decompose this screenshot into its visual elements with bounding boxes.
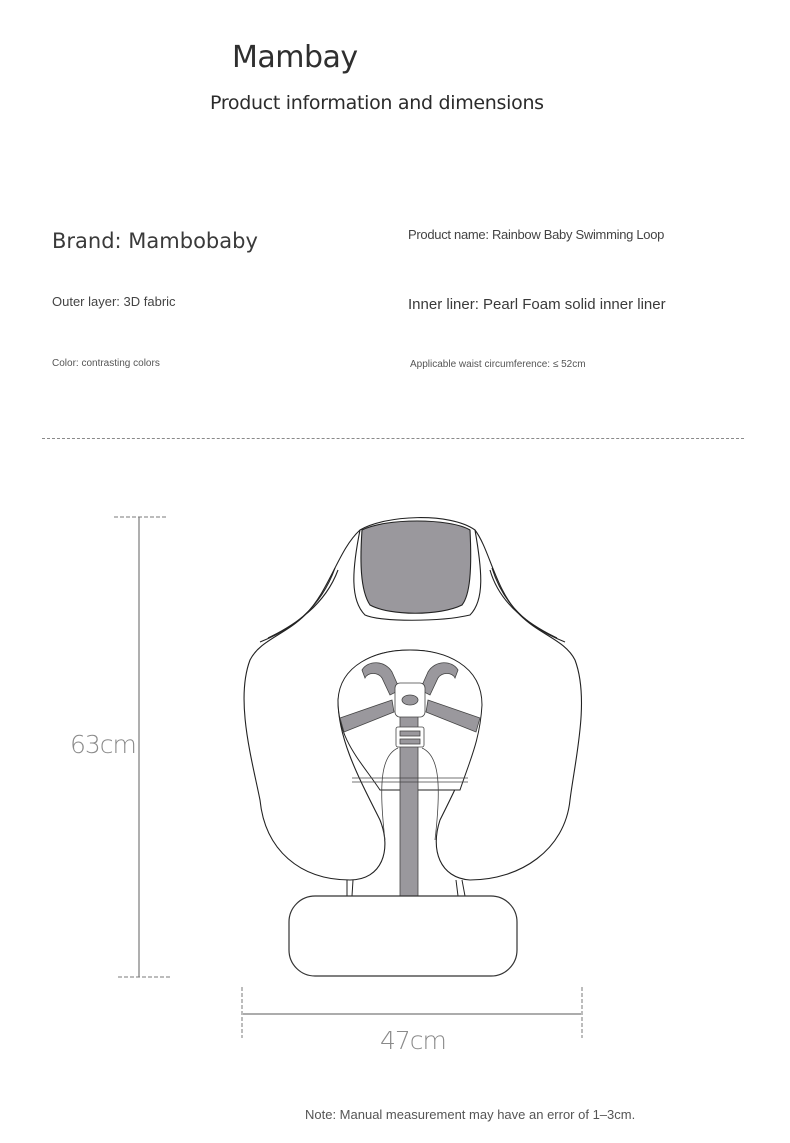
head-pad: [361, 521, 471, 613]
spec-brand: Brand: Mambobaby: [52, 229, 258, 253]
spec-waist-circumference: Applicable waist circumference: ≤ 52cm: [410, 359, 586, 370]
spec-color: Color: contrasting colors: [52, 358, 160, 369]
float-bottom-bar: [289, 896, 517, 976]
height-dimension-label: 63cm: [70, 730, 136, 759]
width-dimension-label: 47cm: [380, 1026, 446, 1055]
measurement-note: Note: Manual measurement may have an error of 1–3cm.: [305, 1107, 636, 1122]
spec-inner-liner: Inner liner: Pearl Foam solid inner liner: [408, 296, 666, 313]
brand-title: Mambay: [232, 40, 358, 75]
spec-product-name: Product name: Rainbow Baby Swimming Loop: [408, 227, 665, 242]
spec-outer-layer: Outer layer: 3D fabric: [52, 294, 176, 309]
buckle: [395, 683, 425, 747]
page-subtitle: Product information and dimensions: [210, 92, 544, 114]
